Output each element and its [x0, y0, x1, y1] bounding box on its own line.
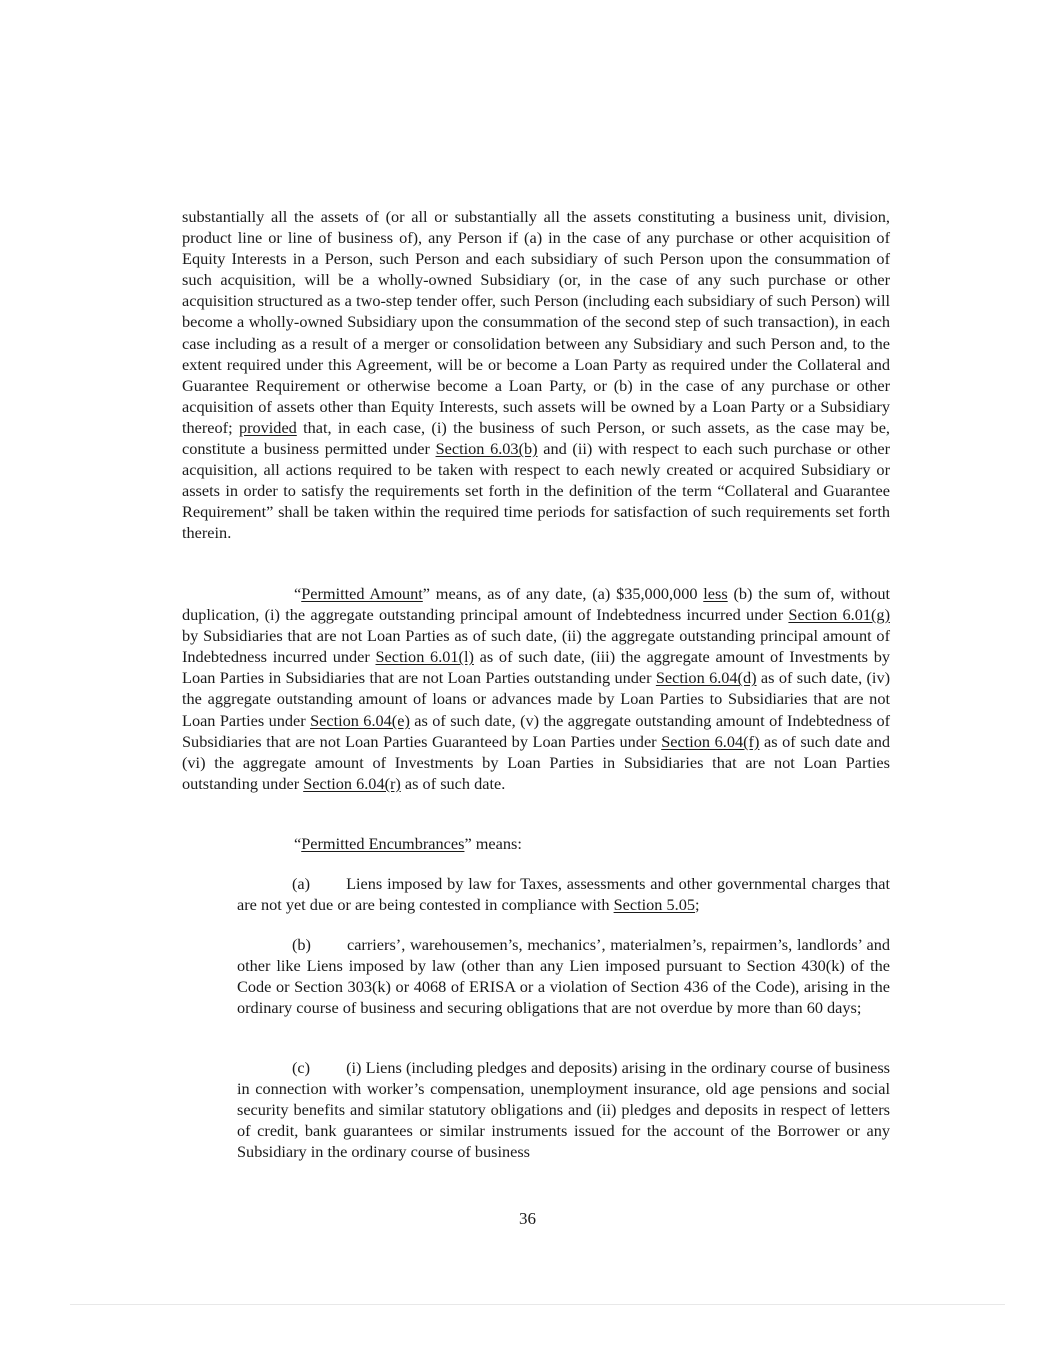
quote-mark: “ [294, 584, 302, 603]
page-bottom-divider [70, 1304, 1005, 1305]
provided-term: provided [238, 417, 297, 437]
section-reference-6-01l[interactable]: Section 6.01(l) [375, 647, 474, 667]
text-run: by Subsidiaries that are not Loan Parties as of such date, (ii) the aggregate outstanding principal amount of Indebtedness incurred under [182, 626, 890, 667]
text-run: ” means, as of any date, (a) $35,000,000 [422, 584, 704, 603]
section-reference-6-04f[interactable]: Section 6.04(f) [661, 731, 760, 751]
paragraph-acquisition-continued [182, 206, 890, 544]
clause-label: (a) [292, 874, 311, 893]
section-reference-6-01g[interactable]: Section 6.01(g) [788, 605, 890, 625]
defined-term-permitted-amount: Permitted Amount [301, 584, 423, 603]
text-run: as of such date, (iii) the aggregate amount of Investments by Loan Parties in Subsidiaries that are not Loan Parties outstanding under [182, 647, 890, 688]
text-run: ; [695, 895, 700, 915]
text-run: as of such date and (vi) the aggregate amount of Investments by Loan Parties in Subsidiaries that are not Loan Parties outstanding under [182, 731, 890, 793]
quote-mark: “ [294, 834, 302, 853]
page-number: 36 [519, 1209, 536, 1228]
text-run: (b) the sum of, without duplication, (i) the aggregate outstanding principal amount of Indebtedness incurred under [182, 584, 891, 625]
section-reference-6-04e[interactable]: Section 6.04(e) [310, 710, 410, 730]
text-run: as of such date. [400, 773, 506, 793]
less-term: less [703, 584, 728, 603]
clause-label: (b) [292, 935, 311, 954]
clause-label: (c) [292, 1058, 311, 1077]
section-reference-6-04d[interactable]: Section 6.04(d) [655, 668, 757, 688]
text-run: Liens imposed by law for Taxes, assessments and other governmental charges that are not yet due or are being contested in compliance with [237, 874, 890, 915]
text-run: ” means: [464, 834, 522, 853]
clause-b [237, 934, 890, 1018]
clause-a [237, 873, 890, 915]
text-run: and (ii) with respect to each such purchase or other acquisition, all actions required to be taken with respect to each newly created or acquired Subsidiary or assets in order to satisfy the requirements set forth in the definition of the term “Collateral and Guarantee Requirement” shall be taken within the required time periods for satisfaction of such requirements set forth therein. [182, 439, 890, 543]
section-reference-5-05[interactable]: Section 5.05 [613, 895, 695, 915]
text-run: that, in each case, (i) the business of such Person, or such assets, as the case may be, constitute a business permitted under [182, 417, 890, 459]
text-run: (i) Liens (including pledges and deposits) arising in the ordinary course of business in connection with worker’s compensation, unemployment insurance, old age pensions and social security benefits and similar statutory obligations and (ii) pledges and deposits in respect of letters of credit, bank guarantees or similar instruments issued for the account of the Borrower or any Subsidiary in the ordinary course of business [237, 1058, 890, 1162]
defined-term-permitted-encumbrances: Permitted Encumbrances [301, 834, 465, 853]
text-run: substantially all the assets of (or all or substantially all the assets constituting a business unit, division, product line or line of business of), any Person if (a) in the case of any purchase or other acquisition of Equity Interests in a Person, such Person and each subsidiary of such Person upon the consummation of such acquisition, will be a wholly-owned Subsidiary (or, in the case of any such purchase or other acquisition structured as a two-step tender offer, such Person (including each subsidiary of such Person) will become a wholly-owned Subsidiary upon the consummation of the second step of such transaction), in each case including as a result of a merger or consolidation between any Subsidiary and such Person and, to the extent required under this Agreement, will be or become a Loan Party as required under the Collateral and Guarantee Requirement or otherwise become a Loan Party, or (b) in the case of any purchase or other acquisition of assets other than Equity Interests, such assets will be owned by a Loan Party or a Subsidiary thereof; [182, 207, 890, 437]
definition-permitted-encumbrances [182, 833, 890, 854]
text-run: as of such date, (iv) the aggregate outstanding amount of loans or advances made by Loan Parties to Subsidiaries that are not Loan Parties under [182, 668, 891, 730]
clause-c [237, 1057, 890, 1162]
text-run: carriers’, warehousemen’s, mechanics’, materialmen’s, repairmen’s, landlords’ and other like Liens imposed by law (other than any Lien imposed pursuant to Section 430(k) of the Code or Section 303(k) or 4068 of ERISA or a violation of Section 436 of the Code), arising in the ordinary course of business and securing obligations that are not overdue by more than 60 days; [237, 935, 890, 1018]
section-reference-6-04r[interactable]: Section 6.04(r) [303, 773, 401, 793]
section-reference-6-03b[interactable]: Section 6.03(b) [435, 439, 538, 459]
definition-permitted-amount [182, 583, 890, 794]
text-run: as of such date, (v) the aggregate outstanding amount of Indebtedness of Subsidiaries that are not Loan Parties Guaranteed by Loan Parties under [182, 710, 891, 751]
